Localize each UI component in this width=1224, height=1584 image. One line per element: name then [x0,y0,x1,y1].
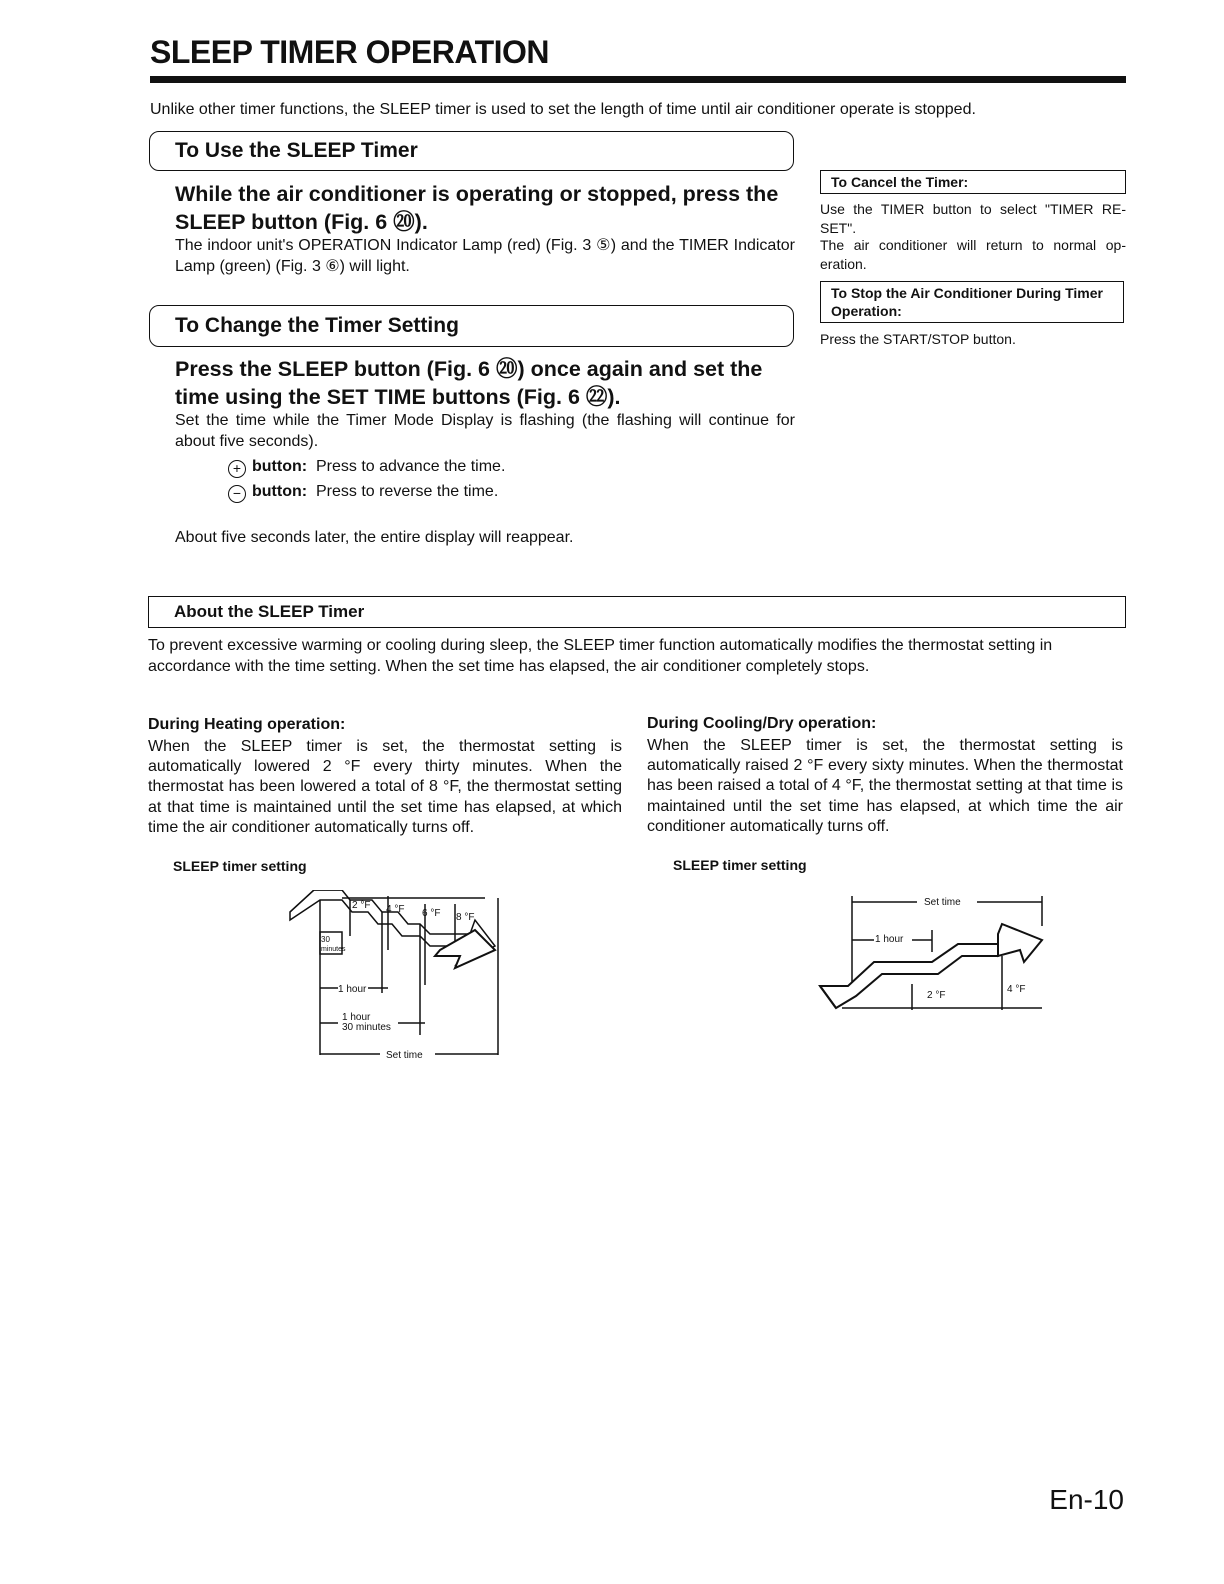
change-section-heading: To Change the Timer Setting [149,305,794,347]
cooling-step-diagram [812,890,1052,1020]
cooling-heading: During Cooling/Dry operation: [647,715,877,732]
heat-4f-label: 4 °F [386,904,405,915]
use-step: While the air conditioner is operating or stopped, press the SLEEP button (Fig. 6 ⑳). [175,182,779,234]
use-body: The indoor unit's OPERATION Indicator Lamp (red) (Fig. 3 ⑤) and the TIMER Indicator Lamp (green) (Fig. 3 ⑥) will light. [175,237,795,275]
heating-step-diagram [280,890,510,1070]
plus-text: Press to advance the time. [315,458,506,475]
heating-heading: During Heating operation: [148,716,346,733]
cooling-diagram-label: SLEEP timer setting [673,857,807,873]
heat-2f-label: 2 °F [352,900,371,911]
plus-button-row [228,456,505,478]
heat-1hour-label: 1 hour [338,984,367,995]
cancel-heading: To Cancel the Timer: [820,170,1126,194]
heating-text: When the SLEEP timer is set, the thermostat setting is automatically lowered 2 °F every thirty minutes. When the thermostat has been lowered a total of 8 °F, the thermostat setting at that time is maintained until the set time has elapsed, at which time the air conditioner automatically turns off. [148,738,622,836]
cool-1hour-label: 1 hour [875,934,904,945]
minus-label: button: [252,483,308,500]
heat-8f-label: 8 °F [456,912,475,923]
page-title: SLEEP TIMER OPERATION [150,34,550,70]
about-section-heading: About the SLEEP Timer [148,596,1126,628]
title-rule [150,76,1126,83]
heating-diagram-label: SLEEP timer setting [173,858,307,874]
cancel-text-1: Use the TIMER button to select "TIMER RE-SET". [820,201,1126,236]
about-text: To prevent excessive warming or cooling during sleep, the SLEEP timer function automatically modifies the thermostat setting in accordance with the time setting. When the set time has elapsed, the air conditioner completely stops. [148,637,1053,675]
cooling-text: When the SLEEP timer is set, the thermostat setting is automatically raised 2 °F every sixty minutes. When the thermostat has been raised a total of 4 °F, the thermostat setting at that time is maintained until the set time has elapsed, at which time the air conditioner automatically turns off. [647,737,1123,835]
heat-30min-label: 30 minutes [342,1022,391,1033]
page-number: En-10 [1049,1484,1124,1515]
minus-circle-icon: − [228,485,246,503]
stop-text: Press the START/STOP button. [820,331,1016,347]
heat-minutes-label: minutes [321,946,346,953]
use-section-heading: To Use the SLEEP Timer [149,131,794,171]
cool-settime-label: Set time [924,897,961,908]
minus-button-row [228,481,498,503]
minus-text: Press to reverse the time. [315,483,499,500]
heat-1hour2-label: 1 hour [342,1012,371,1023]
intro-text: Unlike other timer functions, the SLEEP timer is used to set the length of time until air conditioner operate is stopped. [150,101,976,118]
cool-2f-label: 2 °F [927,990,946,1001]
change-step: Press the SLEEP button (Fig. 6 ⑳) once again and set the time using the SET TIME buttons (Fig. 6 ㉒). [175,357,763,409]
heat-6f-label: 6 °F [422,908,441,919]
cool-4f-label: 4 °F [1007,984,1026,995]
heat-30-label: 30 [321,935,330,944]
heat-settime-label: Set time [386,1050,423,1061]
change-body: Set the time while the Timer Mode Display is flashing (the flashing will continue for about five seconds). [175,412,795,450]
stop-heading: To Stop the Air Conditioner During Timer Operation: [820,281,1124,323]
plus-label: button: [252,458,308,475]
cancel-text-2: The air conditioner will return to normal op-eration. [820,237,1126,272]
plus-circle-icon: + [228,460,246,478]
change-after: About five seconds later, the entire display will reappear. [175,529,574,546]
